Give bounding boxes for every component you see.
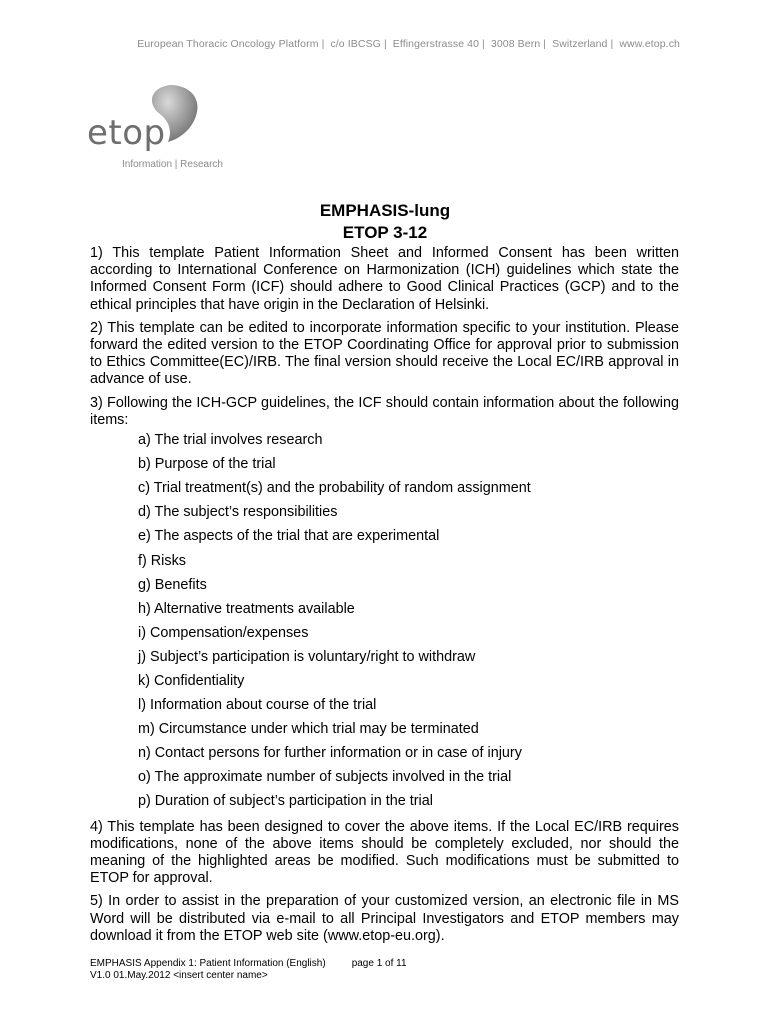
document-body <box>90 245 679 951</box>
list-item: j) Subject’s participation is voluntary/right to withdraw <box>138 648 476 665</box>
footer-page-number: page 1 of 11 <box>351 958 407 969</box>
list-item: n) Contact persons for further information or in case of injury <box>138 745 522 762</box>
website: www.etop.ch <box>619 38 680 50</box>
list-item: p) Duration of subject’s participation in the trial <box>138 793 433 810</box>
list-item: m) Circumstance under which trial may be terminated <box>138 721 479 738</box>
list-item: k) Confidentiality <box>138 672 245 689</box>
paragraph-1: 1) This template Patient Information Sheet and Informed Consent has been written according to International Conference on Harmonization (ICH) guidelines which state the Informed Consent Form (ICF) should adhere to Good Clinical Practices (GCP) and to the ethical principles that have origin in the Declaration of Helsinki. <box>90 245 679 313</box>
list-item: o) The approximate number of subjects involved in the trial <box>138 769 512 786</box>
document-subtitle: ETOP 3-12 <box>342 223 428 242</box>
list-item: i) Compensation/expenses <box>138 624 309 641</box>
footer-version: V1.0 01.May.2012 <insert center name> <box>90 970 268 981</box>
country: Switzerland <box>552 38 608 50</box>
letterhead-address: European Thoracic Oncology Platform | c/o IBCSG | Effingerstrasse 40 | 3008 Bern | Switzerland | www.etop.ch <box>137 38 680 50</box>
document-title: EMPHASIS-lung <box>319 201 451 220</box>
etop-logo-tagline: Information | Research <box>122 159 223 170</box>
list-item: h) Alternative treatments available <box>138 600 355 617</box>
list-item: g) Benefits <box>138 576 207 593</box>
icf-items-list <box>90 431 679 817</box>
etop-logo-text: etop <box>87 113 166 153</box>
list-item: d) The subject’s responsibilities <box>138 504 338 521</box>
list-item: b) Purpose of the trial <box>138 456 276 473</box>
list-item: l) Information about course of the trial <box>138 697 377 714</box>
paragraph-5: 5) In order to assist in the preparation of your customized version, an electronic file in MS Word will be distributed via e-mail to all Principal Investigators and ETOP members may download it from the ETOP web site (www.etop-eu.org). <box>90 893 679 944</box>
care-of: c/o IBCSG <box>330 38 381 50</box>
list-item: f) Risks <box>138 552 186 569</box>
org-name: European Thoracic Oncology Platform <box>137 38 319 50</box>
list-item: a) The trial involves research <box>138 432 323 449</box>
list-item: e) The aspects of the trial that are experimental <box>138 528 440 545</box>
street: Effingerstrasse 40 <box>392 38 480 50</box>
paragraph-2: 2) This template can be edited to incorporate information specific to your institution. Please forward the edited version to the ETOP Coordinating Office for approval prior to submission to Ethics Committee(EC)/IRB. The final version should receive the Local EC/IRB approval in advance of use. <box>90 319 679 388</box>
list-item: c) Trial treatment(s) and the probability of random assignment <box>138 480 531 497</box>
footer-document-name: EMPHASIS Appendix 1: Patient Information (English) <box>90 958 326 969</box>
page-footer <box>90 958 407 982</box>
paragraph-3: 3) Following the ICH-GCP guidelines, the ICF should contain information about the following items: <box>90 394 679 428</box>
paragraph-4: 4) This template has been designed to cover the above items. If the Local EC/IRB requires modifications, none of the above items should be completely excluded, nor should the meaning of the highlighted areas be modified. Such modifications must be submitted to ETOP for approval. <box>90 818 679 887</box>
city: 3008 Bern <box>490 38 541 50</box>
